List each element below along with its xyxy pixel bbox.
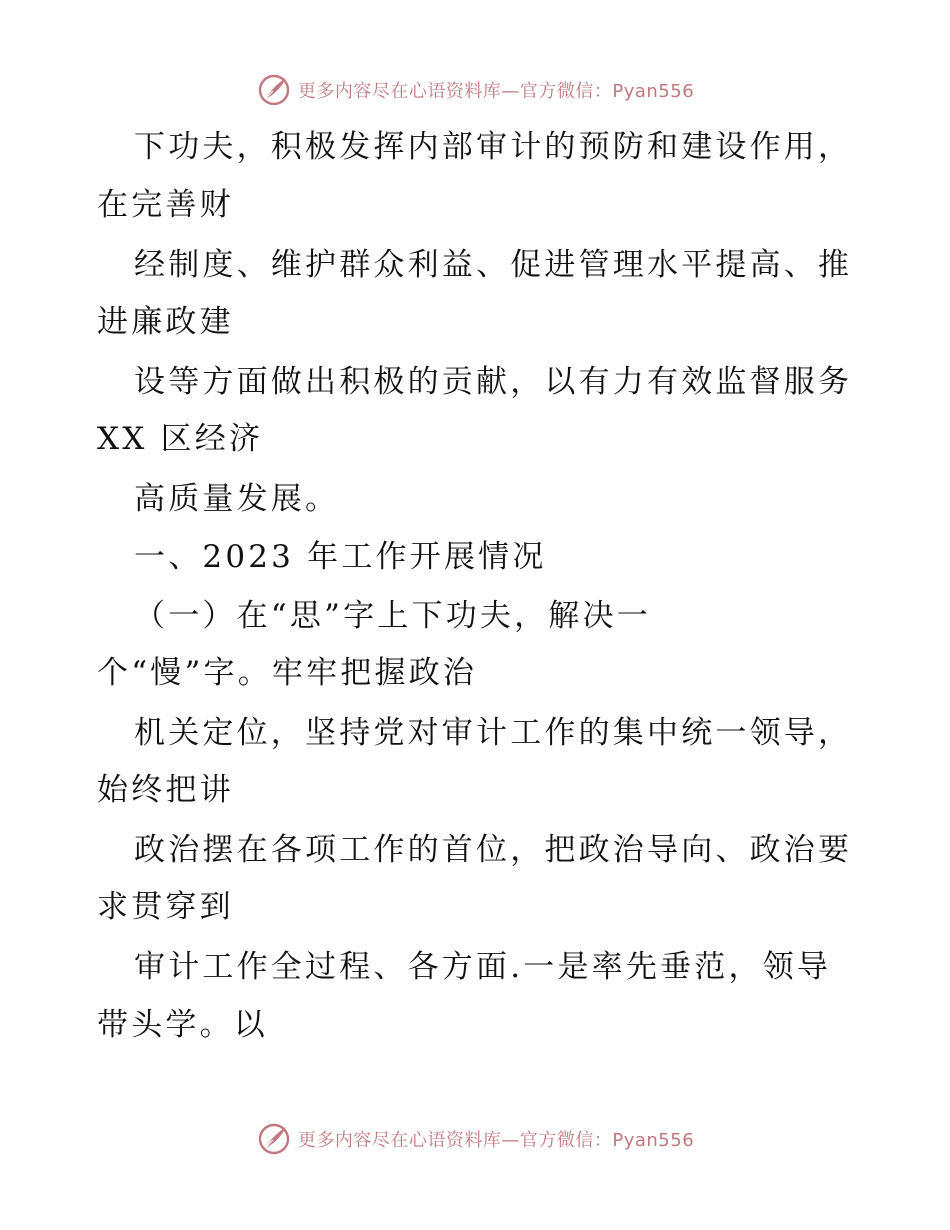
text-line: 经制度、维护群众利益、促进管理水平提高、推: [134, 247, 853, 283]
subsection-heading: （一）在“思”字上下功夫，解决一: [134, 598, 651, 634]
text-line: 机关定位，坚持党对审计工作的集中统一领导，: [134, 715, 853, 751]
header-watermark: [0, 70, 950, 110]
text-line: 高质量发展。: [134, 481, 340, 517]
text-line: 政治摆在各项工作的首位，把政治导向、政治要: [134, 832, 853, 868]
section-heading: 一、2023 年工作开展情况: [134, 539, 547, 575]
text-line: 始终把讲: [97, 772, 234, 808]
feather-pen-logo-icon: [256, 1121, 292, 1157]
text-line: 进廉政建: [97, 304, 234, 340]
text-line: 在完善财: [97, 187, 234, 223]
text-line: XX 区经济: [97, 421, 264, 457]
text-line: 设等方面做出积极的贡献，以有力有效监督服务: [134, 364, 853, 400]
watermark-text: 更多内容尽在心语资料库—官方微信：Pyan556: [297, 81, 695, 102]
footer-watermark: [0, 1119, 950, 1159]
feather-pen-logo-icon: [256, 72, 292, 108]
text-line: 求贯穿到: [97, 889, 234, 925]
text-line: 审计工作全过程、各方面.一是率先垂范，领导: [134, 949, 832, 985]
watermark-text: 更多内容尽在心语资料库—官方微信：Pyan556: [297, 1130, 695, 1151]
text-line: 下功夫，积极发挥内部审计的预防和建设作用，: [134, 129, 853, 165]
text-line: 带头学。以: [97, 1007, 268, 1043]
text-line: 个“慢”字。牢牢把握政治: [97, 655, 478, 691]
